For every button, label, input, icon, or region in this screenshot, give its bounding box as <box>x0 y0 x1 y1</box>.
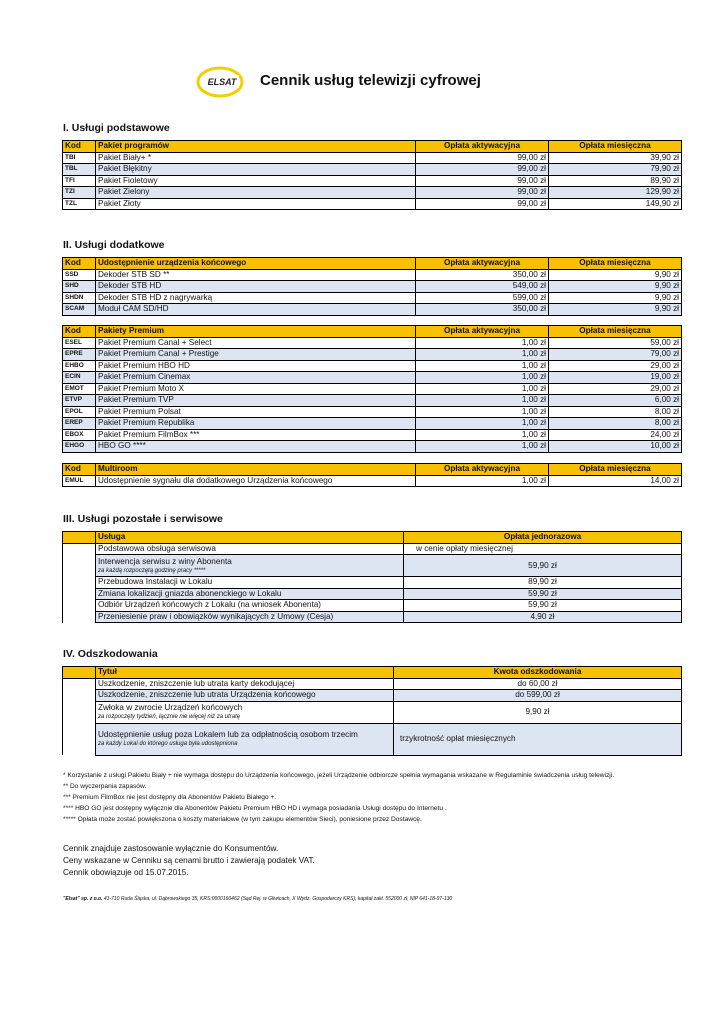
service-name: Dekoder STB HD <box>96 281 416 293</box>
item-name: Odbiór Urządzeń końcowych z Lokalu (na wniosek Abonenta) <box>98 600 322 609</box>
activation-fee: 549,00 zł <box>416 281 549 293</box>
page-title: Cennik usług telewizji cyfrowej <box>260 72 481 89</box>
blank-cell <box>63 532 96 544</box>
activation-fee: 99,00 zł <box>416 198 549 210</box>
section-heading-compensation: IV. Odszkodowania <box>63 648 158 660</box>
item-note: za każdy Lokal do którego usługa była udostępniona <box>98 741 238 747</box>
table-header-row <box>63 258 682 270</box>
service-code: EHGO <box>63 441 96 453</box>
closing-statements <box>63 843 315 879</box>
monthly-fee: 19,00 zł <box>549 372 682 384</box>
blank-cell <box>63 667 96 679</box>
company-name: "Elsat" sp. z o.o. <box>63 896 103 902</box>
table-row <box>63 723 682 755</box>
column-header: Opłata aktywacyjna <box>416 141 549 153</box>
table-row <box>63 383 682 395</box>
item-cell <box>96 577 404 589</box>
item-price: do 60,00 zł <box>394 678 682 690</box>
service-name: Pakiet Premium TVP <box>96 395 416 407</box>
monthly-fee: 59,00 zł <box>549 337 682 349</box>
monthly-fee: 14,00 zł <box>549 475 682 487</box>
table-row <box>63 611 682 623</box>
activation-fee: 350,00 zł <box>416 304 549 316</box>
activation-fee: 350,00 zł <box>416 269 549 281</box>
service-code: TBL <box>63 164 96 176</box>
item-cell <box>96 555 404 577</box>
service-name: Pakiet Premium Canal + Prestige <box>96 349 416 361</box>
monthly-fee: 9,90 zł <box>549 304 682 316</box>
blank-cell <box>63 588 96 600</box>
table-row <box>63 187 682 199</box>
column-header: Usługa <box>96 532 404 544</box>
table-header-row <box>63 141 682 153</box>
item-price: 4,90 zł <box>404 611 682 623</box>
service-name: Pakiet Złoty <box>96 198 416 210</box>
service-name: Pakiet Biały+ * <box>96 152 416 164</box>
table-row <box>63 701 682 723</box>
activation-fee: 99,00 zł <box>416 187 549 199</box>
monthly-fee: 9,90 zł <box>549 269 682 281</box>
table-row <box>63 577 682 589</box>
monthly-fee: 29,00 zł <box>549 360 682 372</box>
blank-cell <box>63 611 96 623</box>
table-row <box>63 281 682 293</box>
table-row <box>63 269 682 281</box>
activation-fee: 599,00 zł <box>416 292 549 304</box>
service-name: Pakiet Premium Canal + Select <box>96 337 416 349</box>
activation-fee: 1,00 zł <box>416 395 549 407</box>
column-header: Pakiet programów <box>96 141 416 153</box>
column-header: Kwota odszkodowania <box>394 667 682 679</box>
service-name: Dekoder STB HD z nagrywarką <box>96 292 416 304</box>
item-name: Przeniesienie praw i obowiązków wynikających z Umowy (Cesja) <box>98 611 334 621</box>
service-name: Udostępnienie sygnału dla dodatkowego Urządzenia końcowego <box>96 475 416 487</box>
service-code: SSD <box>63 269 96 281</box>
item-cell <box>96 723 394 755</box>
service-name: Pakiet Zielony <box>96 187 416 199</box>
blank-cell <box>63 678 96 690</box>
section-heading-other: III. Usługi pozostałe i serwisowe <box>63 513 223 525</box>
table-row <box>63 395 682 407</box>
service-name: Moduł CAM SD/HD <box>96 304 416 316</box>
monthly-fee: 10,00 zł <box>549 441 682 453</box>
item-cell <box>96 611 404 623</box>
service-code: TFI <box>63 175 96 187</box>
devices-table <box>62 257 682 316</box>
company-footer <box>63 896 452 902</box>
basic-services-table <box>62 140 682 210</box>
table-row <box>63 198 682 210</box>
monthly-fee: 149,90 zł <box>549 198 682 210</box>
multiroom-table <box>62 463 682 487</box>
table-header-row <box>63 667 682 679</box>
column-header: Kod <box>63 258 96 270</box>
monthly-fee: 39,90 zł <box>549 152 682 164</box>
table-row <box>63 600 682 612</box>
table-row <box>63 152 682 164</box>
monthly-fee: 9,90 zł <box>549 292 682 304</box>
footnote: ** Do wyczerpania zapasów. <box>63 783 147 790</box>
service-code: ETVP <box>63 395 96 407</box>
table-row <box>63 690 682 702</box>
service-code: EHBO <box>63 360 96 372</box>
item-name: Udostępnienie usług poza Lokalem lub za odpłatnością osobom trzecim <box>98 730 358 739</box>
item-cell <box>96 678 394 690</box>
monthly-fee: 6,00 zł <box>549 395 682 407</box>
item-cell <box>96 588 404 600</box>
monthly-fee: 9,90 zł <box>549 281 682 293</box>
table-row <box>63 164 682 176</box>
item-name: Przebudowa Instalacji w Lokalu <box>98 577 213 586</box>
footnote: * Korzystanie z usługi Pakietu Biały + nie wymaga dostępu do Urządzenia końcowego, jeżeli Urządzenie odbiorcze spełnia wymagania wskazane w Regulaminie świadczenia usług telewizji. <box>63 772 615 779</box>
activation-fee: 1,00 zł <box>416 429 549 441</box>
monthly-fee: 24,00 zł <box>549 429 682 441</box>
item-price: do 599,00 zł <box>394 690 682 702</box>
item-name: Interwencja serwisu z winy Abonenta <box>98 556 232 566</box>
table-header-row <box>63 464 682 476</box>
footnote: **** HBO GO jest dostępny wyłącznie dla Abonentów Pakietu Premium HBO HD i wymaga posiadania Usługi dostępu do Internetu . <box>63 805 447 812</box>
item-price: w cenie opłaty miesięcznej <box>404 543 682 555</box>
item-price: 59,90 zł <box>404 600 682 612</box>
service-name: Pakiet Fioletowy <box>96 175 416 187</box>
table-header-row <box>63 532 682 544</box>
table-row <box>63 406 682 418</box>
closing-line: Ceny wskazane w Cenniku są cenami brutto i zawierają podatek VAT. <box>63 856 315 865</box>
activation-fee: 99,00 zł <box>416 152 549 164</box>
blank-cell <box>63 577 96 589</box>
item-name: Uszkodzenie, zniszczenie lub utrata karty dekodującej <box>98 678 295 688</box>
table-row <box>63 175 682 187</box>
column-header: Udostępnienie urządzenia końcowego <box>96 258 416 270</box>
premium-table <box>62 325 682 453</box>
item-cell <box>96 690 394 702</box>
item-cell <box>96 701 394 723</box>
service-code: EMOT <box>63 383 96 395</box>
activation-fee: 1,00 zł <box>416 349 549 361</box>
service-code: EPRE <box>63 349 96 361</box>
table-row <box>63 543 682 555</box>
service-code: ESEL <box>63 337 96 349</box>
table-row <box>63 349 682 361</box>
activation-fee: 1,00 zł <box>416 383 549 395</box>
item-name: Podstawowa obsługa serwisowa <box>98 543 216 553</box>
table-row <box>63 588 682 600</box>
service-code: SHDN <box>63 292 96 304</box>
footnote: ***** Opłata może zostać powiększona o koszty materiałowe (w tym zakupu elementów Sieci), poniesione przez Dostawcę. <box>63 816 422 823</box>
service-code: SCAM <box>63 304 96 316</box>
service-code: EBOX <box>63 429 96 441</box>
activation-fee: 99,00 zł <box>416 164 549 176</box>
compensation-table <box>62 666 682 756</box>
blank-cell <box>63 690 96 702</box>
table-row <box>63 360 682 372</box>
item-price: trzykrotność opłat miesięcznych <box>394 723 682 755</box>
column-header: Opłata miesięczna <box>549 258 682 270</box>
company-details: 41-710 Ruda Śląska, ul. Dąbrowskiego 35, KRS:0000160462 (Sąd Rej. w Gliwicach, X Wydz. Gospodarczy KRS), kapitał zakł. 552000 zł, NIP 641-18-97-130 <box>102 896 453 902</box>
activation-fee: 99,00 zł <box>416 175 549 187</box>
column-header: Kod <box>63 464 96 476</box>
item-name: Uszkodzenie, zniszczenie lub utrata Urządzenia końcowego <box>98 690 316 699</box>
column-header: Opłata jednorazowa <box>404 532 682 544</box>
table-header-row <box>63 326 682 338</box>
column-header: Opłata aktywacyjna <box>416 258 549 270</box>
activation-fee: 1,00 zł <box>416 372 549 384</box>
item-price: 9,90 zł <box>394 701 682 723</box>
monthly-fee: 129,90 zł <box>549 187 682 199</box>
other-services-table <box>62 531 682 623</box>
service-name: HBO GO **** <box>96 441 416 453</box>
service-name: Dekoder STB SD ** <box>96 269 416 281</box>
table-row <box>63 429 682 441</box>
monthly-fee: 89,90 zł <box>549 175 682 187</box>
blank-cell <box>63 723 96 755</box>
monthly-fee: 79,00 zł <box>549 349 682 361</box>
item-note: za każdą rozpoczętą godzinę pracy ***** <box>98 567 206 574</box>
table-row <box>63 441 682 453</box>
service-code: EREP <box>63 418 96 430</box>
column-header: Kod <box>63 326 96 338</box>
activation-fee: 1,00 zł <box>416 406 549 418</box>
column-header: Kod <box>63 141 96 153</box>
table-row <box>63 337 682 349</box>
column-header: Multiroom <box>96 464 416 476</box>
table-row <box>63 555 682 577</box>
item-name: Zmiana lokalizacji gniazda abonenckiego w Lokalu <box>98 588 282 598</box>
blank-cell <box>63 555 96 577</box>
service-name: Pakiet Błękitny <box>96 164 416 176</box>
section-heading-additional: II. Usługi dodatkowe <box>63 239 165 251</box>
column-header: Opłata miesięczna <box>549 326 682 338</box>
table-row <box>63 475 682 487</box>
item-cell <box>96 600 404 612</box>
item-price: 59,90 zł <box>404 555 682 577</box>
svg-text:ELSAT: ELSAT <box>207 77 237 87</box>
service-name: Pakiet Premium Cinemax <box>96 372 416 384</box>
footnotes <box>63 770 643 825</box>
item-note: za rozpoczęty tydzień, łącznie nie więcej niż za utratę <box>98 714 241 720</box>
monthly-fee: 8,00 zł <box>549 406 682 418</box>
column-header: Tytuł <box>96 667 394 679</box>
document-header <box>195 66 495 102</box>
section-heading-basic: I. Usługi podstawowe <box>63 122 170 134</box>
column-header: Opłata aktywacyjna <box>416 326 549 338</box>
service-code: EMUL <box>63 475 96 487</box>
table-row <box>63 292 682 304</box>
service-code: SHD <box>63 281 96 293</box>
service-code: ECIN <box>63 372 96 384</box>
footnote: *** Premium FilmBox nie jest dostępny dla Abonentów Pakietu Białego +. <box>63 794 277 801</box>
service-name: Pakiet Premium Moto X <box>96 383 416 395</box>
monthly-fee: 29,00 zł <box>549 383 682 395</box>
service-name: Pakiet Premium Republika <box>96 418 416 430</box>
column-header: Opłata aktywacyjna <box>416 464 549 476</box>
activation-fee: 1,00 zł <box>416 441 549 453</box>
table-row <box>63 418 682 430</box>
table-row <box>63 372 682 384</box>
item-price: 89,90 zł <box>404 577 682 589</box>
service-name: Pakiet Premium HBO HD <box>96 360 416 372</box>
column-header: Opłata miesięczna <box>549 464 682 476</box>
elsat-logo <box>195 66 247 98</box>
monthly-fee: 8,00 zł <box>549 418 682 430</box>
closing-line: Cennik obowiązuje od 15.07.2015. <box>63 868 189 877</box>
item-name: Zwłoka w zwrocie Urządzeń końcowych <box>98 703 243 712</box>
service-name: Pakiet Premium FilmBox *** <box>96 429 416 441</box>
service-code: TZL <box>63 198 96 210</box>
service-code: EPOL <box>63 406 96 418</box>
activation-fee: 1,00 zł <box>416 360 549 372</box>
service-code: TBI <box>63 152 96 164</box>
service-name: Pakiet Premium Polsat <box>96 406 416 418</box>
column-header: Opłata miesięczna <box>549 141 682 153</box>
monthly-fee: 79,90 zł <box>549 164 682 176</box>
blank-cell <box>63 600 96 612</box>
blank-cell <box>63 543 96 555</box>
item-price: 59,90 zł <box>404 588 682 600</box>
service-code: TZI <box>63 187 96 199</box>
item-cell <box>96 543 404 555</box>
table-row <box>63 304 682 316</box>
closing-line: Cennik znajduje zastosowanie wyłącznie do Konsumentów. <box>63 844 279 853</box>
activation-fee: 1,00 zł <box>416 418 549 430</box>
column-header: Pakiety Premium <box>96 326 416 338</box>
table-row <box>63 678 682 690</box>
activation-fee: 1,00 zł <box>416 475 549 487</box>
blank-cell <box>63 701 96 723</box>
activation-fee: 1,00 zł <box>416 337 549 349</box>
